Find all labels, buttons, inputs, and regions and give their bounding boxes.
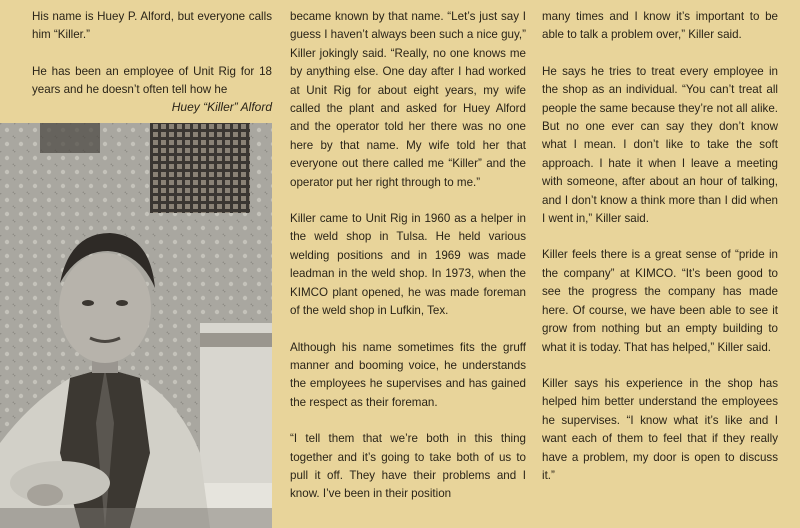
paragraph: Killer feels there is a great sense of “pride in the company” at KIMCO. “It’s been good to see the progress the company has made here. Of course, we have been able to see it grow from nothing but an empty building to what it is today. That has helped,” Killer said. [542, 248, 778, 354]
paragraph: Although his name sometimes fits the gruff manner and booming voice, he understands the employees he supervises and has gained the respect as their foreman. [290, 340, 526, 409]
portrait-photo [0, 123, 272, 528]
paragraph: “I tell them that we’re both in this thing together and it’s going to take both of us to pull it off. They have their problems and I know. I’ve been in their position [290, 432, 526, 501]
paragraph: He says he tries to treat every employee in the shop as an individual. “You can’t treat all people the same because they’re not all alike. But no one ever can say they don’t know what I mean. I don’t like to take the soft approach. I hate it when I leave a meeting with someone, after about an hour of talking, and I don’t know a think more than I did when I went in,” Killer said. [542, 64, 778, 226]
article-column-3 [542, 8, 778, 503]
portrait-illustration [0, 123, 272, 528]
paragraph: Killer came to Unit Rig in 1960 as a helper in the weld shop in Tulsa. He held various welding positions and in 1969 was made leadman in the weld shop. In 1973, when the KIMCO plant opened, he was made foreman of the weld shop in Lufkin, Tex. [290, 212, 526, 318]
photo-caption: Huey “Killer” Alford [171, 100, 272, 114]
article-column-2 [290, 8, 526, 522]
paragraph: became known by that name. “Let’s just say I guess I haven’t always been such a nice guy,” Killer jokingly said. “Really, no one knows me by anything else. One day after I had worked at Unit Rig for about eight years, my wife called the plant and asked for Huey Alford and the operator told her there was no one here by that name. My wife told her that everyone out there called me “Killer” and the operator put her right through to me.” [290, 10, 526, 189]
paragraph: He has been an employee of Unit Rig for 18 years and he doesn’t often tell how he [32, 64, 272, 97]
paragraph: Killer says his experience in the shop has helped him better understand the employees he supervises. “I know what it’s like and I want each of them to feel that if they really have a problem, my door is open to discuss it.” [542, 376, 778, 482]
paragraph: many times and I know it’s important to be able to talk a problem over,” Killer said. [542, 10, 778, 42]
paragraph: His name is Huey P. Alford, but everyone calls him “Killer.” [32, 10, 272, 42]
